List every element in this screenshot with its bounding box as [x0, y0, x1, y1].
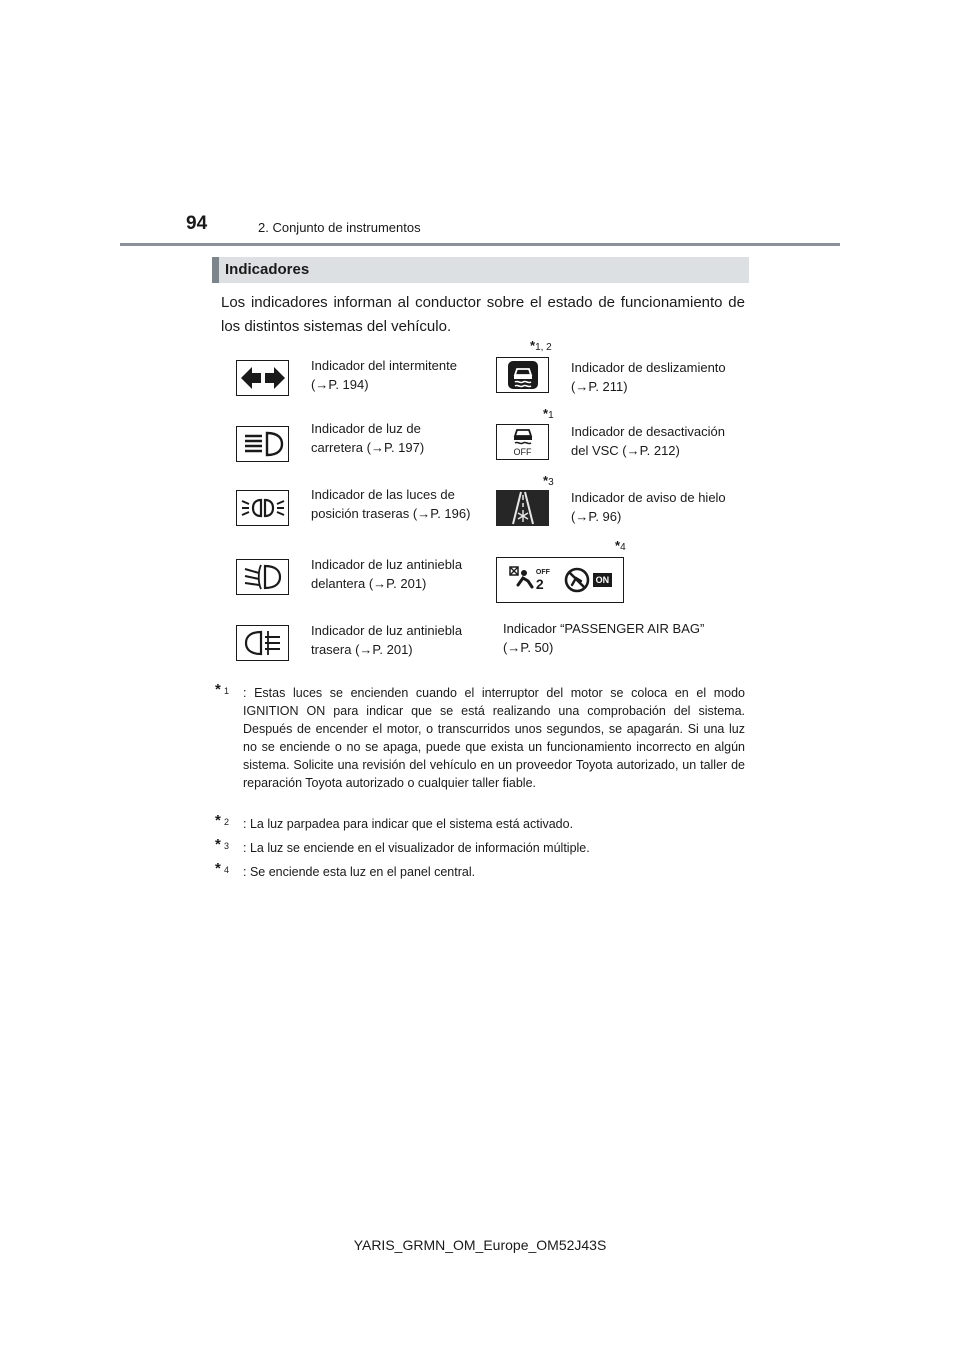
airbag-page-ref: (→P. 50)	[503, 640, 554, 655]
footnote-star: *	[215, 681, 221, 698]
airbag-label	[503, 619, 743, 657]
slip-label-line1: Indicador de deslizamiento	[571, 360, 726, 375]
vsc-off-label-line1: Indicador de desactivación	[571, 424, 725, 439]
turn-signal-page-ref: (→P. 194)	[311, 377, 369, 392]
vsc-off-icon	[496, 424, 549, 460]
vsc-off-footnote-mark: *1	[543, 406, 554, 421]
slip-indicator-icon	[496, 357, 549, 393]
front-fog-label	[311, 555, 481, 593]
airbag-on-badge: ON	[593, 573, 613, 587]
footnote-number: 1	[224, 686, 230, 696]
tail-light-page-ref: posición traseras (→P. 196)	[311, 506, 471, 521]
footnote-4	[215, 860, 745, 881]
airbag-label-line1: Indicador “PASSENGER AIR BAG”	[503, 621, 705, 636]
footnote-text: : Se enciende esta luz en el panel central.	[243, 865, 476, 879]
airbag-on-group	[564, 567, 613, 593]
footnote-text: : La luz parpadea para indicar que el sistema está activado.	[243, 817, 574, 831]
footnote-1	[215, 681, 745, 792]
footnote-2	[215, 812, 745, 833]
ice-warning-icon	[496, 490, 549, 526]
front-fog-label-line1: Indicador de luz antiniebla	[311, 557, 463, 572]
document-footer: YARIS_GRMN_OM_Europe_OM52J43S	[353, 1237, 607, 1253]
footnote-star: *	[215, 812, 221, 829]
high-beam-page-ref: carretera (→P. 197)	[311, 440, 425, 455]
rear-fog-label-line1: Indicador de luz antiniebla	[311, 623, 463, 638]
high-beam-icon	[236, 426, 289, 462]
vsc-off-label	[571, 422, 742, 460]
airbag-off-text: OFF	[535, 569, 550, 576]
intro-paragraph: Los indicadores informan al conductor sobre el estado de funcionamiento de los distintos sistemas del vehículo.	[221, 294, 745, 335]
footnote-star: *	[215, 836, 221, 853]
airbag-footnote-mark: *4	[615, 538, 626, 553]
vsc-off-icon-text: OFF	[513, 447, 532, 457]
turn-signal-label-line1: Indicador del intermitente	[311, 358, 457, 373]
rear-fog-page-ref: trasera (→P. 201)	[311, 642, 413, 657]
footnote-text: : La luz se enciende en el visualizador de información múltiple.	[243, 841, 590, 855]
footnote-number: 3	[224, 841, 230, 851]
tail-light-label	[311, 485, 481, 523]
page-number: 94	[186, 213, 208, 234]
rear-fog-light-icon	[236, 625, 289, 661]
footnote-star: *	[215, 860, 221, 877]
section-title: Indicadores	[225, 261, 310, 278]
vsc-off-footnote-number: 1	[548, 410, 554, 421]
airbag-off-group	[508, 565, 550, 595]
tail-light-icon	[236, 490, 289, 526]
ice-label-line1: Indicador de aviso de hielo	[571, 490, 726, 505]
footnote-number: 2	[224, 817, 230, 827]
ice-footnote-number: 3	[548, 477, 554, 488]
ice-label	[571, 488, 742, 526]
airbag-seat-number: 2	[535, 576, 544, 592]
airbag-footnote-number: 4	[620, 542, 626, 553]
header-rule	[120, 243, 840, 246]
slip-page-ref: (→P. 211)	[571, 379, 628, 394]
high-beam-label-line1: Indicador de luz de	[311, 421, 421, 436]
slip-footnote-mark: *1, 2	[530, 338, 552, 353]
tail-light-label-line1: Indicador de las luces de	[311, 487, 455, 502]
vsc-off-page-ref: del VSC (→P. 212)	[571, 443, 680, 458]
front-fog-light-icon	[236, 559, 289, 595]
ice-footnote-mark: *3	[543, 473, 554, 488]
footnote-3	[215, 836, 745, 857]
passenger-airbag-icon	[496, 557, 624, 603]
airbag-off-person-icon	[508, 565, 538, 595]
turn-signal-label	[311, 356, 481, 394]
footnote-number: 4	[224, 865, 230, 875]
running-header: 2. Conjunto de instrumentos	[258, 220, 421, 235]
slip-label	[571, 358, 742, 396]
slip-footnote-number: 1, 2	[535, 342, 552, 353]
front-fog-page-ref: delantera (→P. 201)	[311, 576, 427, 591]
airbag-on-prohibited-icon	[564, 567, 590, 593]
high-beam-label	[311, 419, 481, 457]
footnote-text: : Estas luces se encienden cuando el interruptor del motor se coloca en el modo IGNITION ON para indicar que se está realizando una comprobación del sistema. Después de encender el motor, o transcurridos unos segundos, se apagarán. Si una luz no se enciende o no se apaga, puede que exista un funcionamiento incorrecto en algún sistema. Solicite una revisión del vehículo en un proveedor Toyota autorizado, un taller de reparación Toyota autorizado o cualquier taller fiable.	[243, 686, 745, 790]
turn-signal-arrows-icon	[236, 360, 289, 396]
ice-page-ref: (→P. 96)	[571, 509, 622, 524]
section-accent	[212, 257, 219, 283]
rear-fog-label	[311, 621, 481, 659]
section-title-bar	[212, 257, 749, 283]
